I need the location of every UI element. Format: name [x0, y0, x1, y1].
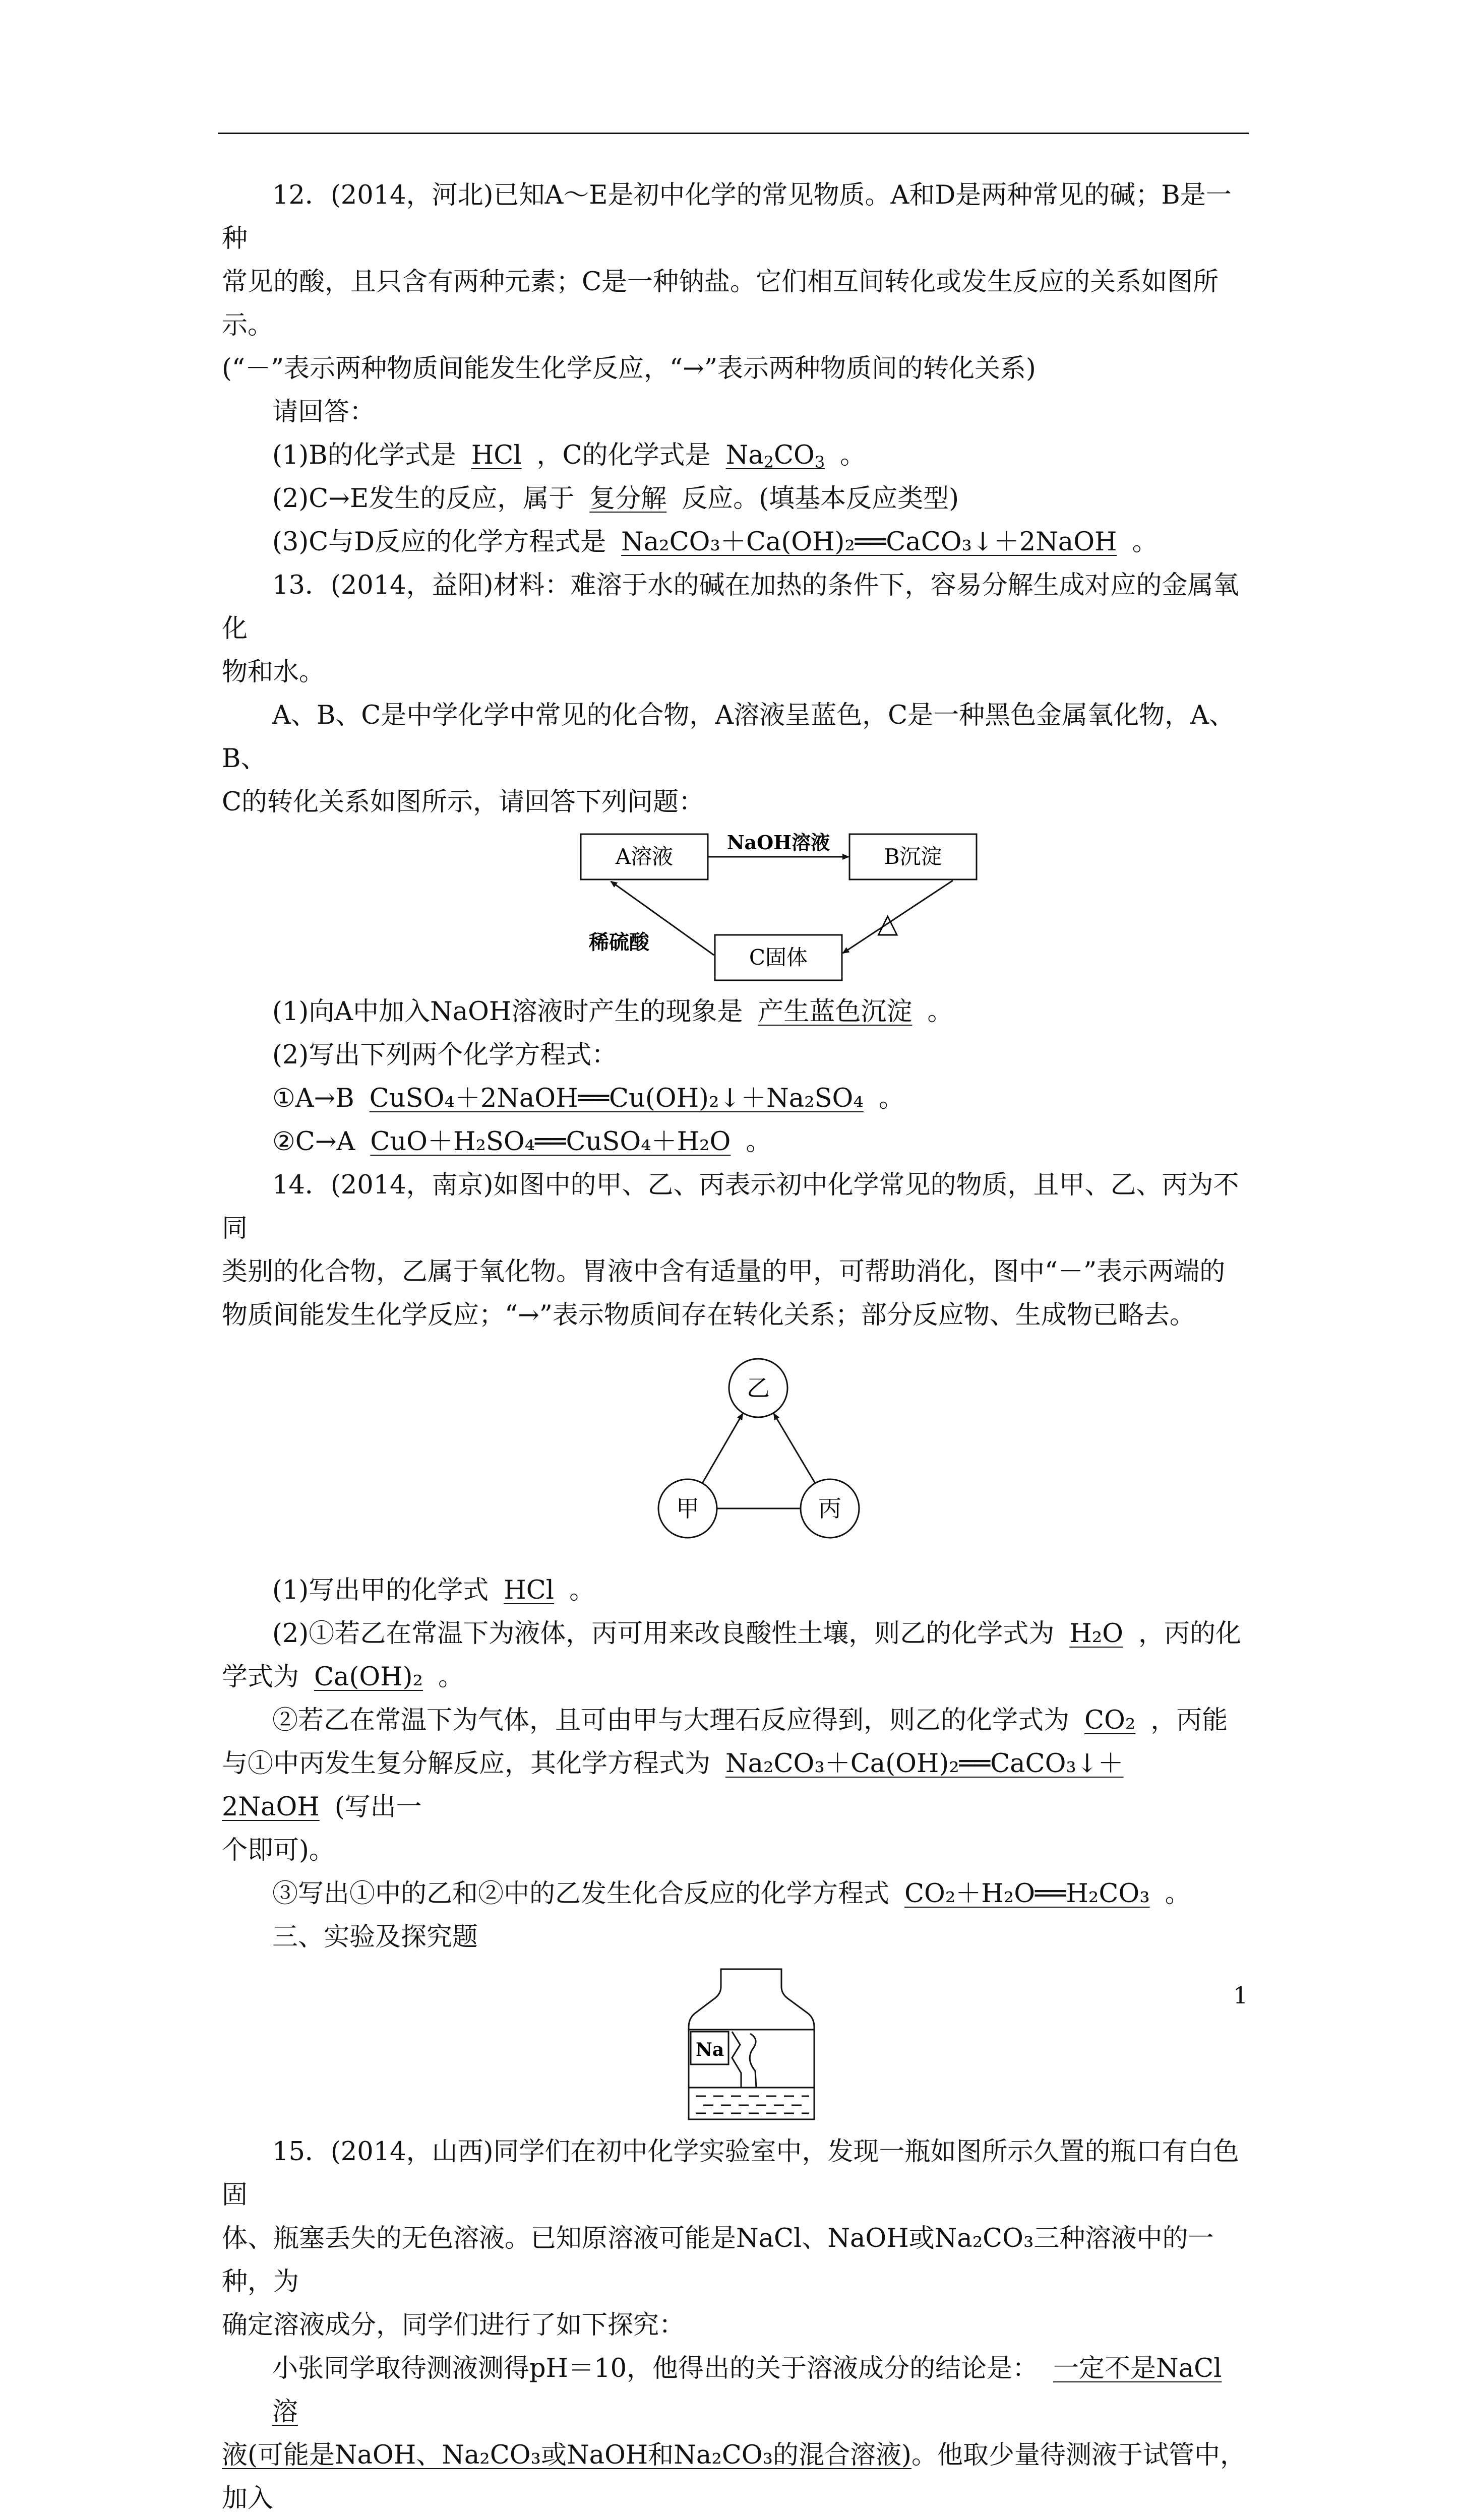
- bottle-crack-left: [732, 2032, 741, 2088]
- q15-stem-line4: 小张同学取待测液测得pH＝10，他得出的关于溶液成分的结论是： 一定不是NaCl溶: [272, 2354, 1222, 2427]
- q14-diagram: [222, 1337, 1250, 1569]
- arrow-c-to-a-label: 稀硫酸: [589, 930, 649, 954]
- q15-stem-line2: 体、瓶塞丢失的无色溶液。已知原溶液可能是NaCl、NaOH或Na₂CO₃三种溶液中的一种，为: [222, 2224, 1214, 2297]
- q12-answer-c: $Na_2CO_3$: [725, 440, 825, 472]
- q13-part2-1: ①A→B CuSO₄＋2NaOH══Cu(OH)₂↓＋Na₂SO₄ 。: [272, 1084, 904, 1113]
- q13-stem-line2: 物和水。: [222, 657, 325, 687]
- arrow-jia-to-yi: [702, 1414, 743, 1483]
- node-jia-label: 甲: [676, 1495, 699, 1522]
- box-b-label: B沉淀: [884, 844, 942, 869]
- q15-answer-part2: 液(可能是NaOH、Na₂CO₃或NaOH和Na₂CO₃的混合溶液): [222, 2440, 911, 2470]
- q12-stem-line3: (“－”表示两种物质间能发生化学反应，“→”表示两种物质间的转化关系): [222, 354, 1036, 384]
- q14-part4: ③写出①中的乙和②中的乙发生化合反应的化学方程式 CO₂＋H₂O══H₂CO₃ 。: [272, 1879, 1191, 1909]
- bottle-label-text: Na: [696, 2039, 724, 2060]
- q13-part2-2: ②C→A CuO＋H₂SO₄══CuSO₄＋H₂O 。: [272, 1127, 772, 1157]
- q12-part2: (2)C→E发生的反应，属于 复分解 反应。(填基本反应类型): [272, 484, 959, 514]
- q14-stem-line2: 类别的化合物，乙属于氧化物。胃液中含有适量的甲，可帮助消化，图中“－”表示两端的: [222, 1257, 1226, 1287]
- bottle-crack-right: [750, 2034, 756, 2088]
- q14-part2-line1: (2)①若乙在常温下为液体，丙可用来改良酸性土壤，则乙的化学式为 H₂O ，丙的化: [272, 1619, 1241, 1649]
- document-body: [222, 174, 1250, 2520]
- q12-part3: (3)C与D反应的化学方程式是 Na₂CO₃＋Ca(OH)₂══CaCO₃↓＋2NaOH 。: [272, 527, 1158, 557]
- q13-answer-c-to-a: CuO＋H₂SO₄══CuSO₄＋H₂O: [370, 1127, 731, 1157]
- q13-part2: (2)写出下列两个化学方程式：: [272, 1040, 618, 1070]
- q12-answer-equation: Na₂CO₃＋Ca(OH)₂══CaCO₃↓＋2NaOH: [621, 527, 1117, 557]
- q14-answer-bing: Ca(OH)₂: [314, 1662, 423, 1692]
- q14-answer-jia: HCl: [504, 1576, 555, 1605]
- node-yi-label: 乙: [747, 1374, 770, 1402]
- section-heading: 三、实验及探究题: [272, 1922, 478, 1952]
- q14-part3-line1: ②若乙在常温下为气体，且可由甲与大理石反应得到，则乙的化学式为 CO₂ ，丙能: [272, 1706, 1228, 1735]
- bottle-svg: [222, 1959, 1250, 2130]
- arrow-b-to-c-label: △: [877, 907, 898, 939]
- q14-part3-line2: 与①中丙发生复分解反应，其化学方程式为 Na₂CO₃＋Ca(OH)₂══CaCO₃↓＋2NaOH (写出一: [222, 1749, 1124, 1822]
- page-number: 1: [1233, 1982, 1248, 2009]
- q12-answer-reaction-type: 复分解: [589, 484, 667, 514]
- q14-part3-line3: 个即可)。: [222, 1836, 335, 1865]
- q13-answer-a-to-b: CuSO₄＋2NaOH══Cu(OH)₂↓＋Na₂SO₄: [369, 1084, 864, 1113]
- q13-answer-phenomenon: 产生蓝色沉淀: [758, 997, 913, 1027]
- q13-stem-line3: A、B、C是中学化学中常见的化合物，A溶液呈蓝色，C是一种黑色金属氧化物，A、B、: [222, 701, 1235, 774]
- q12-stem-line1: 12．(2014，河北)已知A～E是初中化学的常见物质。A和D是两种常见的碱；B是一种: [222, 180, 1232, 254]
- q12-part1: (1)B的化学式是 HCl ，C的化学式是 $Na_2CO_3$ 。: [272, 440, 866, 472]
- q13-stem-line1: 13．(2014，益阳)材料：难溶于水的碱在加热的条件下，容易分解生成对应的金属氧化: [222, 571, 1239, 644]
- q14-stem-line1: 14．(2014，南京)如图中的甲、乙、丙表示初中化学常见的物质，且甲、乙、丙为不同: [222, 1170, 1239, 1243]
- q13-diagram: [222, 824, 1250, 990]
- arrow-bing-to-yi: [774, 1414, 815, 1483]
- arrow-a-to-b-label: NaOH溶液: [726, 831, 830, 854]
- box-a-label: A溶液: [615, 844, 674, 869]
- q15-stem-line1: 15．(2014，山西)同学们在初中化学实验室中，发现一瓶如图所示久置的瓶口有白色固: [222, 2137, 1239, 2210]
- q12-answer-b: HCl: [471, 440, 522, 470]
- q15-stem-line5: 液(可能是NaOH、Na₂CO₃或NaOH和Na₂CO₃的混合溶液)。他取少量待测液于试管中，加入: [222, 2440, 1246, 2513]
- q13-diagram-svg: [222, 824, 1250, 990]
- q14-part2-line2: 学式为 Ca(OH)₂ 。: [222, 1662, 464, 1692]
- q14-answer-yi-gas: CO₂: [1084, 1706, 1136, 1735]
- q12-prompt: 请回答：: [272, 397, 376, 427]
- q14-answer-yi-liquid: H₂O: [1069, 1619, 1123, 1649]
- q14-answer-equation: Na₂CO₃＋Ca(OH)₂══CaCO₃↓＋2NaOH: [222, 1749, 1124, 1822]
- q13-part1: (1)向A中加入NaOH溶液时产生的现象是 产生蓝色沉淀 。: [272, 997, 953, 1027]
- node-bing-label: 丙: [818, 1495, 841, 1522]
- q14-part1: (1)写出甲的化学式 HCl 。: [272, 1576, 595, 1605]
- q13-stem-line4: C的转化关系如图所示，请回答下列问题：: [222, 787, 705, 817]
- q14-stem-line3: 物质间能发生化学反应；“→”表示物质间存在转化关系；部分反应物、生成物已略去。: [222, 1300, 1195, 1330]
- box-c-label: C固体: [749, 945, 808, 970]
- q15-answer-part1: 一定不是NaCl溶: [272, 2354, 1222, 2427]
- q15-stem-line3: 确定溶液成分，同学们进行了如下探究：: [222, 2310, 685, 2340]
- liquid-dashes: [696, 2096, 809, 2113]
- bottle-figure: [222, 1959, 1250, 2130]
- q14-answer-combination: CO₂＋H₂O══H₂CO₃: [904, 1879, 1150, 1909]
- q12-stem-line2: 常见的酸，且只含有两种元素；C是一种钠盐。它们相互间转化或发生反应的关系如图所示。: [222, 267, 1219, 340]
- q14-diagram-svg: [222, 1337, 1250, 1569]
- header-rule: [218, 133, 1249, 134]
